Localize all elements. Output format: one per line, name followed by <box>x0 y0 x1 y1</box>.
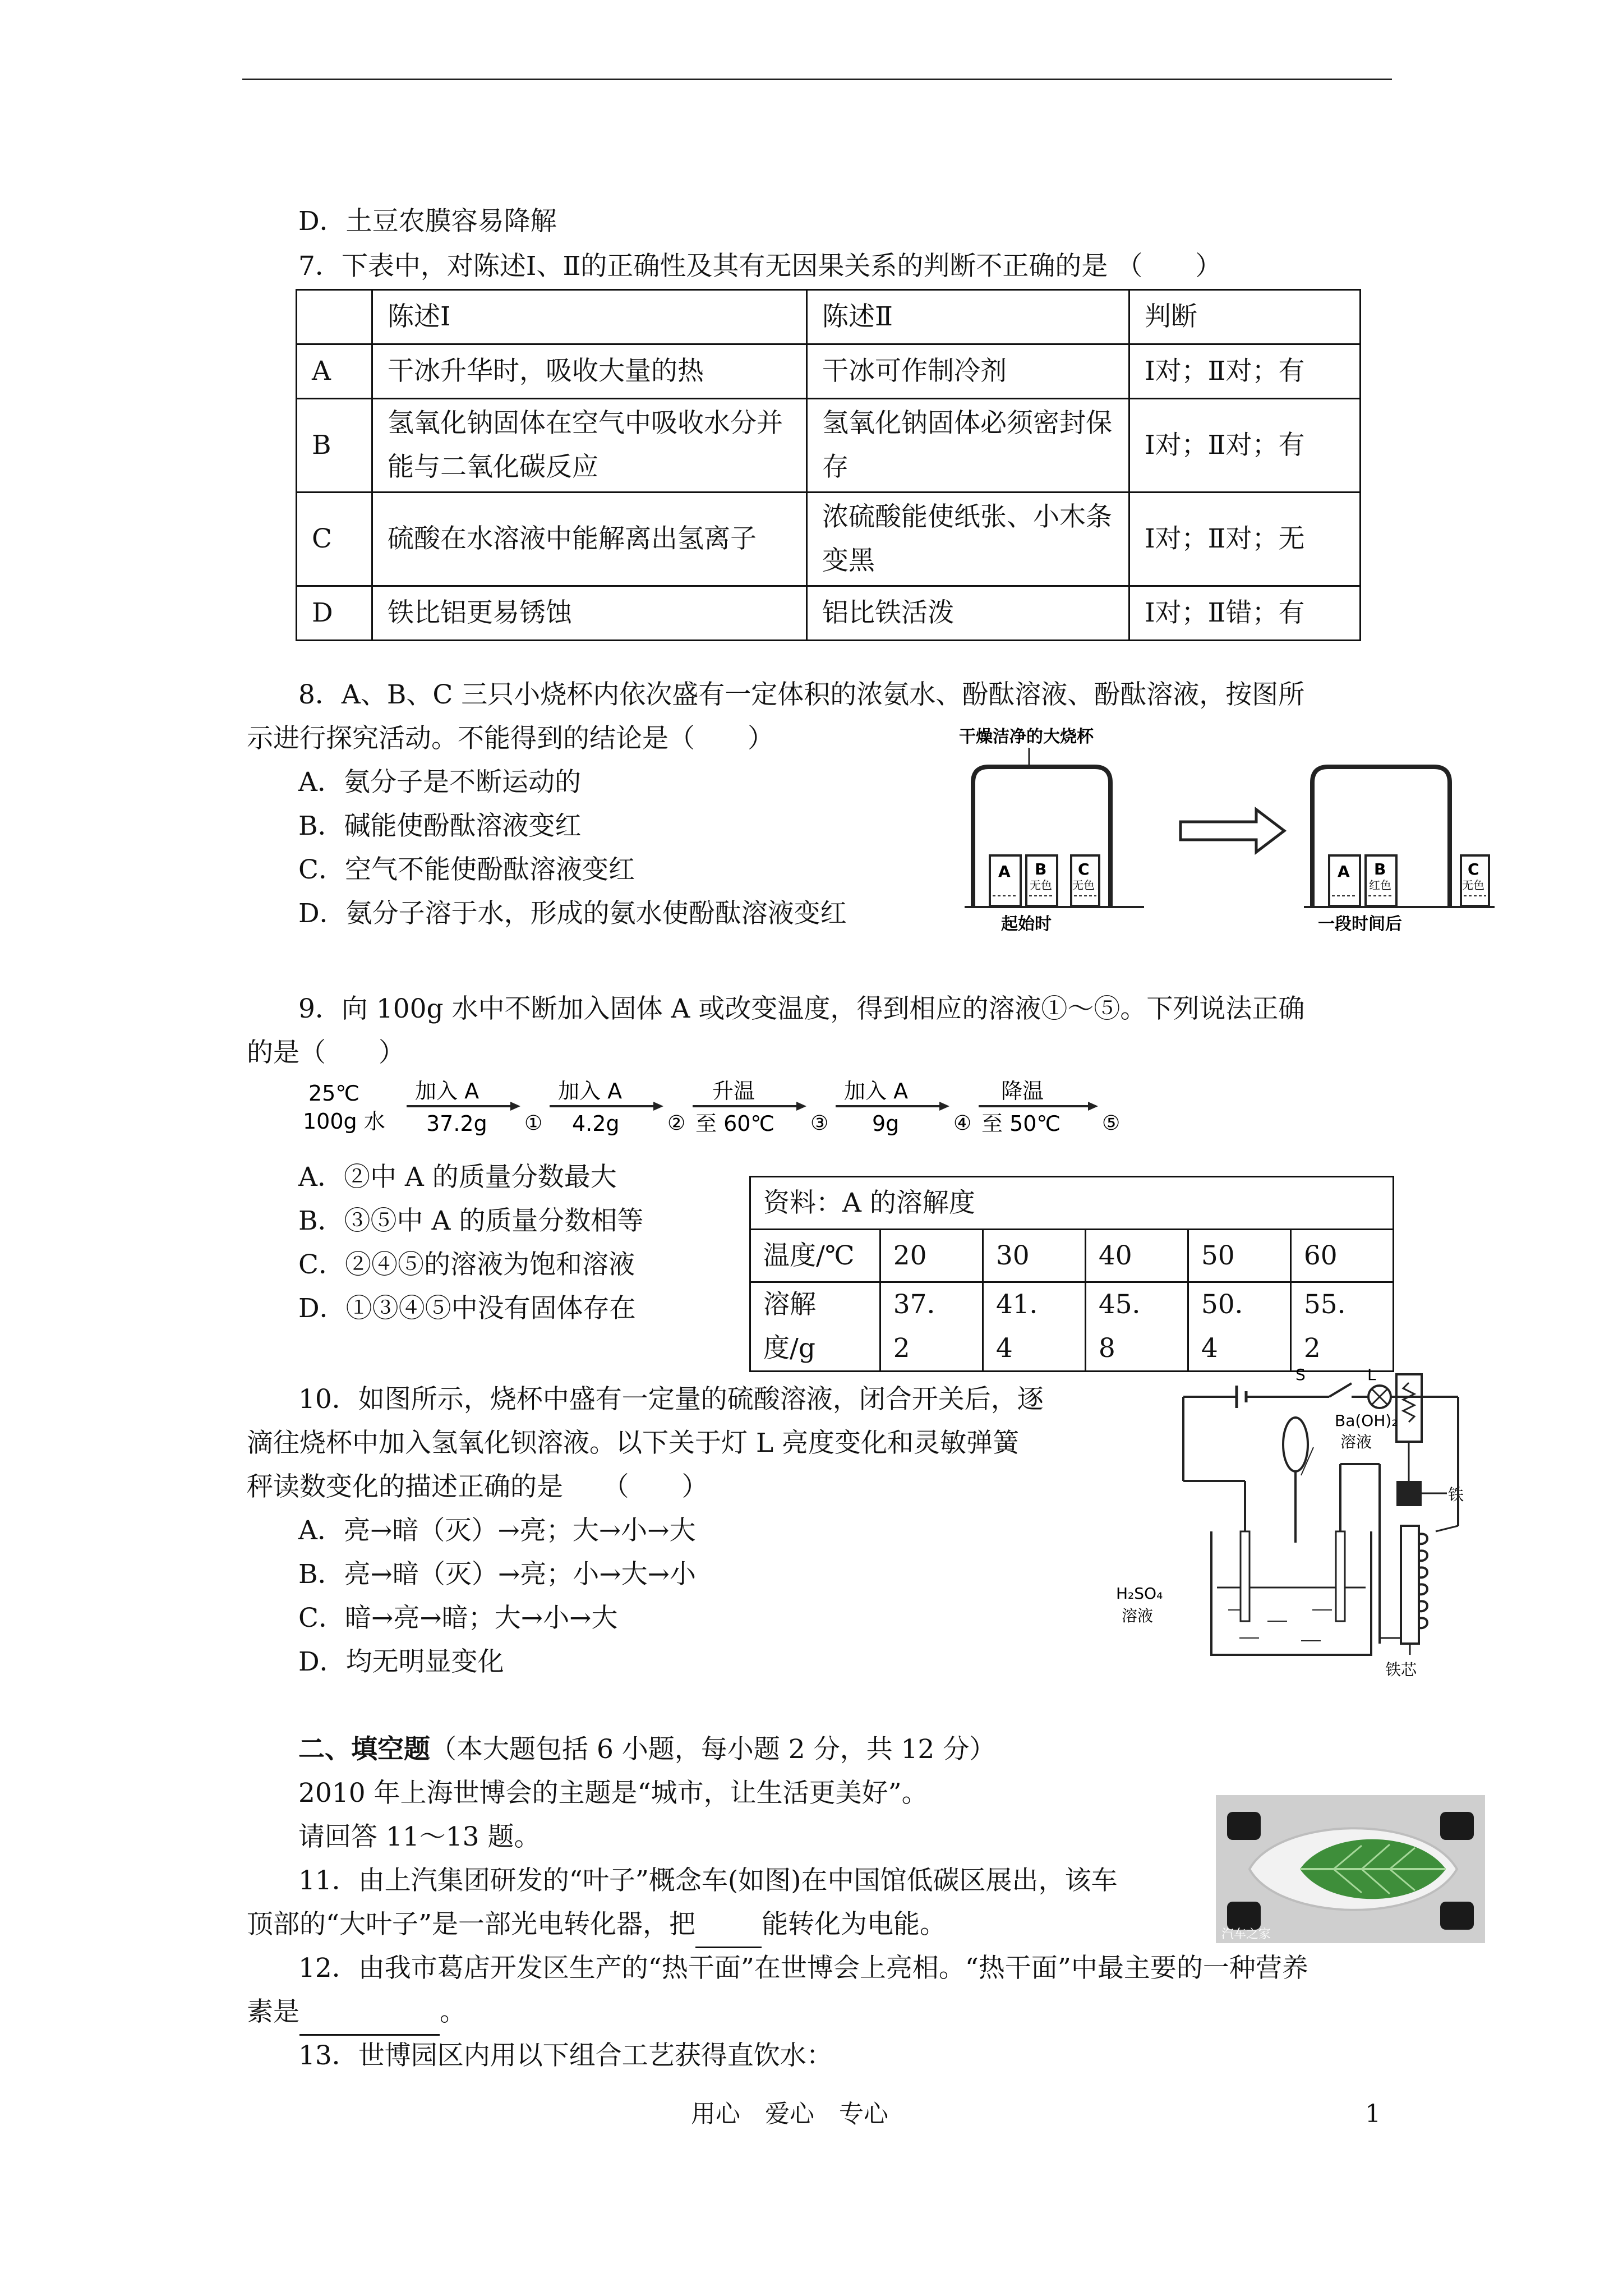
q10-stem-line1: 10．如图所示，烧杯中盛有一定量的硫酸溶液，闭合开关后，逐 <box>298 1384 1044 1415</box>
q10-stem-line3: 秤读数变化的描述正确的是 （ ） <box>247 1471 708 1502</box>
flow-step-top: 降温 <box>1001 1079 1044 1103</box>
temp-cell: 60 <box>1290 1230 1393 1282</box>
q8-stem-line2: 示进行探究活动。不能得到的结论是（ ） <box>247 723 774 754</box>
q11-text: 顶部的“大叶子”是一部光电转化器，把 <box>247 1909 696 1940</box>
cup-label: C <box>1078 860 1090 878</box>
flow-step-bottom: 4.2g <box>572 1111 620 1136</box>
h2so4-label: 溶液 <box>1122 1607 1154 1625</box>
section-note: （本大题包括 6 小题，每小题 2 分，共 12 分） <box>430 1734 996 1765</box>
cup-label: A <box>1338 862 1350 881</box>
statement-2: 氢氧化钠固体必须密封保存 <box>807 399 1129 493</box>
flow-step-bottom: 37.2g <box>426 1111 487 1136</box>
flow-step-result: ⑤ <box>1102 1112 1121 1135</box>
h2so4-label: H₂SO₄ <box>1116 1584 1163 1603</box>
q12-line2 <box>247 1990 466 2036</box>
row-letter: A <box>297 344 372 399</box>
q10-stem-line2: 滴往烧杯中加入氢氧化钡溶液。以下关于灯 L 亮度变化和灵敏弹簧 <box>247 1428 1020 1458</box>
cup-label: B <box>1035 860 1047 878</box>
section2-intro2: 请回答 11～13 题。 <box>298 1821 541 1852</box>
flow-step-bottom: 至 50℃ <box>981 1111 1061 1136</box>
table-header-cell <box>297 290 372 344</box>
q12-blank[interactable] <box>299 1990 440 2036</box>
cup-label: A <box>998 862 1011 881</box>
header-rule <box>242 79 1392 80</box>
table-header-cell: 陈述Ⅰ <box>372 290 807 344</box>
q7-table <box>296 289 1361 641</box>
cup-color-label: 红色 <box>1369 878 1391 892</box>
beaker-icon <box>1211 1531 1371 1655</box>
statement-1: 硫酸在水溶液中能解离出氢离子 <box>372 493 807 586</box>
statement-1: 干冰升华时，吸收大量的热 <box>372 344 807 399</box>
q10-circuit-figure <box>1116 1363 1497 1694</box>
figure-label: 起始时 <box>1001 914 1052 934</box>
flow-step-top: 加入 A <box>844 1079 909 1103</box>
q9-option-b: B．③⑤中 A 的质量分数相等 <box>298 1205 644 1236</box>
flow-step-top: 升温 <box>712 1079 755 1103</box>
flow-step <box>836 1079 971 1136</box>
page-number: 1 <box>1365 2100 1381 2128</box>
temp-cell: 30 <box>983 1230 1085 1282</box>
switch-icon <box>1329 1383 1352 1397</box>
section2-intro1: 2010 年上海世博会的主题是“城市，让生活更美好”。 <box>298 1778 928 1809</box>
q8-option-d: D．氨分子溶于水，形成的氨水使酚酞溶液变红 <box>298 898 847 929</box>
electrode-icon <box>1241 1531 1249 1621</box>
q9-stem-line2: 的是（ ） <box>247 1037 405 1068</box>
baoh-label: Ba(OH)₂ <box>1335 1411 1398 1430</box>
iron-core-icon <box>1401 1526 1419 1644</box>
temp-label: 温度/℃ <box>750 1230 880 1282</box>
table-row <box>297 290 1361 344</box>
flow-step <box>693 1079 828 1136</box>
q11-line1: 11．由上汽集团研发的“叶子”概念车(如图)在中国馆低碳区展出，该车 <box>298 1865 1118 1896</box>
table-row <box>750 1282 1394 1372</box>
table-row <box>297 399 1361 493</box>
q12-line1: 12．由我市葛店开发区生产的“热干面”在世博会上亮相。“热干面”中最主要的一种营养 <box>298 1953 1308 1984</box>
statement-2: 干冰可作制冷剂 <box>807 344 1129 399</box>
flow-step-top: 加入 A <box>558 1079 623 1103</box>
judgement: Ⅰ对；Ⅱ对；有 <box>1129 399 1361 493</box>
flow-step <box>550 1079 685 1136</box>
q10-option-c: C．暗→亮→暗；大→小→大 <box>298 1603 618 1634</box>
leaf-car-image <box>1216 1795 1485 1943</box>
statement-2: 铝比铁活泼 <box>807 586 1129 641</box>
solubility-cell: 41．4 <box>983 1282 1085 1372</box>
solubility-cell: 50．4 <box>1188 1282 1290 1372</box>
table-header-cell: 陈述Ⅱ <box>807 290 1129 344</box>
table-row <box>750 1230 1394 1282</box>
flow-step-bottom: 9g <box>872 1111 900 1136</box>
leaf-car-icon <box>1216 1795 1485 1943</box>
cup-color-label: 无色 <box>1462 878 1484 892</box>
solubility-table <box>749 1176 1394 1372</box>
table-row <box>297 344 1361 399</box>
solubility-label: 溶解度/g <box>750 1282 880 1372</box>
q8-option-c: C．空气不能使酚酞溶液变红 <box>298 854 635 885</box>
cup-label: B <box>1374 860 1386 878</box>
q8-beaker-figure <box>953 721 1514 962</box>
q11-line2 <box>247 1903 946 1948</box>
switch-label: S <box>1295 1365 1306 1384</box>
flow-step <box>979 1079 1120 1136</box>
row-letter: B <box>297 399 372 493</box>
q12-text: 素是 <box>247 1996 299 2027</box>
flow-step-result: ② <box>667 1112 686 1135</box>
q8-option-a: A．氨分子是不断运动的 <box>298 767 581 798</box>
q8-option-b: B．碱能使酚酞溶液变红 <box>298 811 582 841</box>
q11-text: 能转化为电能。 <box>762 1909 947 1940</box>
q13-line: 13．世博园区内用以下组合工艺获得直饮水： <box>298 2040 833 2071</box>
solubility-cell: 45．8 <box>1085 1282 1188 1372</box>
q6-option-d: D．土豆农膜容易降解 <box>298 206 557 237</box>
q8-stem-line1: 8．A、B、C 三只小烧杯内依次盛有一定体积的浓氨水、酚酞溶液、酚酞溶液，按图所 <box>298 679 1305 710</box>
judgement: Ⅰ对；Ⅱ对；有 <box>1129 344 1361 399</box>
iron-label: 铁 <box>1448 1485 1464 1504</box>
q9-flow-diagram <box>303 1075 1155 1142</box>
cup-color-label: 无色 <box>1030 878 1052 892</box>
solubility-cell: 37．2 <box>880 1282 983 1372</box>
cup-label: C <box>1468 860 1479 878</box>
q12-text: 。 <box>440 1996 466 2027</box>
core-label: 铁芯 <box>1385 1660 1417 1679</box>
footer-motto: 用心 爱心 专心 <box>691 2100 888 2128</box>
judgement: Ⅰ对；Ⅱ错；有 <box>1129 586 1361 641</box>
q10-option-b: B．亮→暗（灭）→亮；小→大→小 <box>298 1559 697 1590</box>
q10-option-d: D．均无明显变化 <box>298 1646 504 1677</box>
section2-heading <box>298 1728 995 1772</box>
statement-2: 浓硫酸能使纸张、小木条变黑 <box>807 493 1129 586</box>
table-row <box>297 493 1361 586</box>
row-letter: D <box>297 586 372 641</box>
judgement: Ⅰ对；Ⅱ对；无 <box>1129 493 1361 586</box>
lamp-label: L <box>1367 1365 1376 1384</box>
flow-start-water: 100g 水 <box>303 1109 385 1134</box>
q10-option-a: A．亮→暗（灭）→亮；大→小→大 <box>298 1515 696 1546</box>
flow-step <box>407 1079 542 1136</box>
section-title: 二、填空题 <box>298 1734 430 1765</box>
flow-step-result: ① <box>524 1112 543 1135</box>
iron-block-icon <box>1396 1481 1422 1506</box>
temp-cell: 20 <box>880 1230 983 1282</box>
table-row <box>750 1177 1394 1230</box>
statement-1: 氢氧化钠固体在空气中吸收水分并能与二氧化碳反应 <box>372 399 807 493</box>
electrode-icon <box>1336 1531 1345 1621</box>
table-header-cell: 判断 <box>1129 290 1361 344</box>
q9-stem-line1: 9．向 100g 水中不断加入固体 A 或改变温度，得到相应的溶液①～⑤。下列说法正确 <box>298 993 1305 1024</box>
solubility-caption: 资料：A 的溶解度 <box>750 1177 1394 1230</box>
baoh-label: 溶液 <box>1340 1433 1372 1451</box>
arrow-right-icon <box>1181 809 1284 852</box>
cup-color-label: 无色 <box>1072 878 1095 892</box>
row-letter: C <box>297 493 372 586</box>
statement-1: 铁比铝更易锈蚀 <box>372 586 807 641</box>
flow-start-temp: 25℃ <box>308 1081 360 1106</box>
flow-step-result: ③ <box>810 1112 829 1135</box>
q9-option-d: D．①③④⑤中没有固体存在 <box>298 1293 636 1324</box>
q11-blank[interactable] <box>695 1903 762 1948</box>
temp-cell: 40 <box>1085 1230 1188 1282</box>
dropper-icon <box>1283 1418 1308 1471</box>
temp-cell: 50 <box>1188 1230 1290 1282</box>
solubility-cell: 55．2 <box>1290 1282 1393 1372</box>
flow-step-bottom: 至 60℃ <box>695 1111 775 1136</box>
flow-step-result: ④ <box>953 1112 972 1135</box>
figure-label: 干燥洁净的大烧杯 <box>959 727 1094 747</box>
q9-option-a: A．②中 A 的质量分数最大 <box>298 1162 617 1193</box>
table-row <box>297 586 1361 641</box>
q9-option-c: C．②④⑤的溶液为饱和溶液 <box>298 1249 635 1280</box>
flow-step-top: 加入 A <box>415 1079 479 1103</box>
q7-stem: 7．下表中，对陈述Ⅰ、Ⅱ的正确性及其有无因果关系的判断不正确的是 （ ） <box>298 251 1222 282</box>
figure-label: 一段时间后 <box>1318 914 1402 934</box>
car-watermark: 汽车之家 <box>1221 1927 1271 1941</box>
